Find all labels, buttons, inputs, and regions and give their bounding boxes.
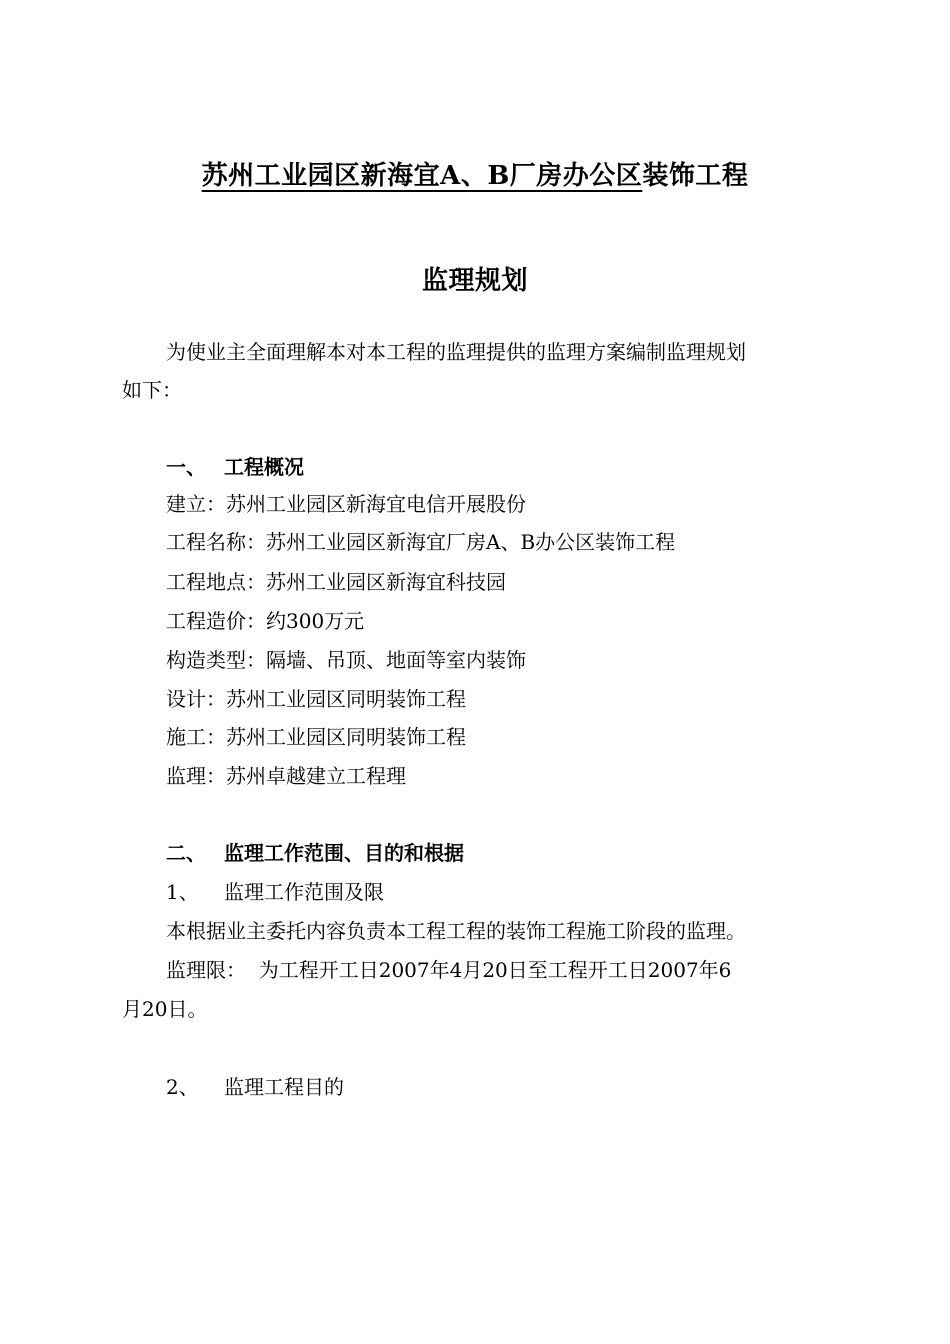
subsection-2-1-number: 1、 xyxy=(166,880,199,904)
section-2-heading xyxy=(166,840,464,866)
intro-line-1: 为使业主全面理解本对本工程的监理提供的监理方案编制监理规划 xyxy=(166,340,746,364)
subsection-2-2-number: 2、 xyxy=(166,1075,199,1099)
section-2-title: 监理工作范围、目的和根据 xyxy=(224,841,464,865)
subsection-2-2-title: 监理工程目的 xyxy=(224,1075,344,1099)
project-item-supervision: 监理：苏州卓越建立工程理 xyxy=(166,764,406,788)
document-title xyxy=(0,155,950,192)
project-item-construction: 施工：苏州工业园区同明装饰工程 xyxy=(166,725,466,749)
subsection-2-1-title: 监理工作范围及限 xyxy=(224,880,384,904)
intro-line-2: 如下： xyxy=(122,378,182,402)
project-item-cost: 工程造价：约300万元 xyxy=(166,609,365,633)
section-2-number: 二、 xyxy=(166,841,206,865)
section-1-heading xyxy=(166,454,304,480)
section-1-title: 工程概况 xyxy=(224,455,304,479)
subsection-2-2-heading xyxy=(166,1074,344,1100)
subsection-2-1-heading xyxy=(166,879,384,905)
period-paragraph-line-1: 监理限： 为工程开工日2007年4月20日至工程开工日2007年6 xyxy=(166,958,732,982)
project-item-builder: 建立：苏州工业园区新海宜电信开展股份 xyxy=(166,492,526,516)
document-title-rest: 装饰工程 xyxy=(642,161,749,191)
scope-paragraph: 本根据业主委托内容负责本工程工程的装饰工程施工阶段的监理。 xyxy=(166,919,746,943)
period-paragraph-line-2: 月20日。 xyxy=(122,997,208,1021)
document-title-underlined: 苏州工业园区新海宜A、B厂房办公区 xyxy=(201,161,643,191)
project-item-structure: 构造类型：隔墙、吊顶、地面等室内装饰 xyxy=(166,648,526,672)
section-1-number: 一、 xyxy=(166,455,206,479)
project-item-name: 工程名称：苏州工业园区新海宜厂房A、B办公区装饰工程 xyxy=(166,530,676,554)
project-item-design: 设计：苏州工业园区同明装饰工程 xyxy=(166,687,466,711)
project-item-location: 工程地点：苏州工业园区新海宜科技园 xyxy=(166,570,506,594)
document-subtitle: 监理规划 xyxy=(421,266,528,296)
